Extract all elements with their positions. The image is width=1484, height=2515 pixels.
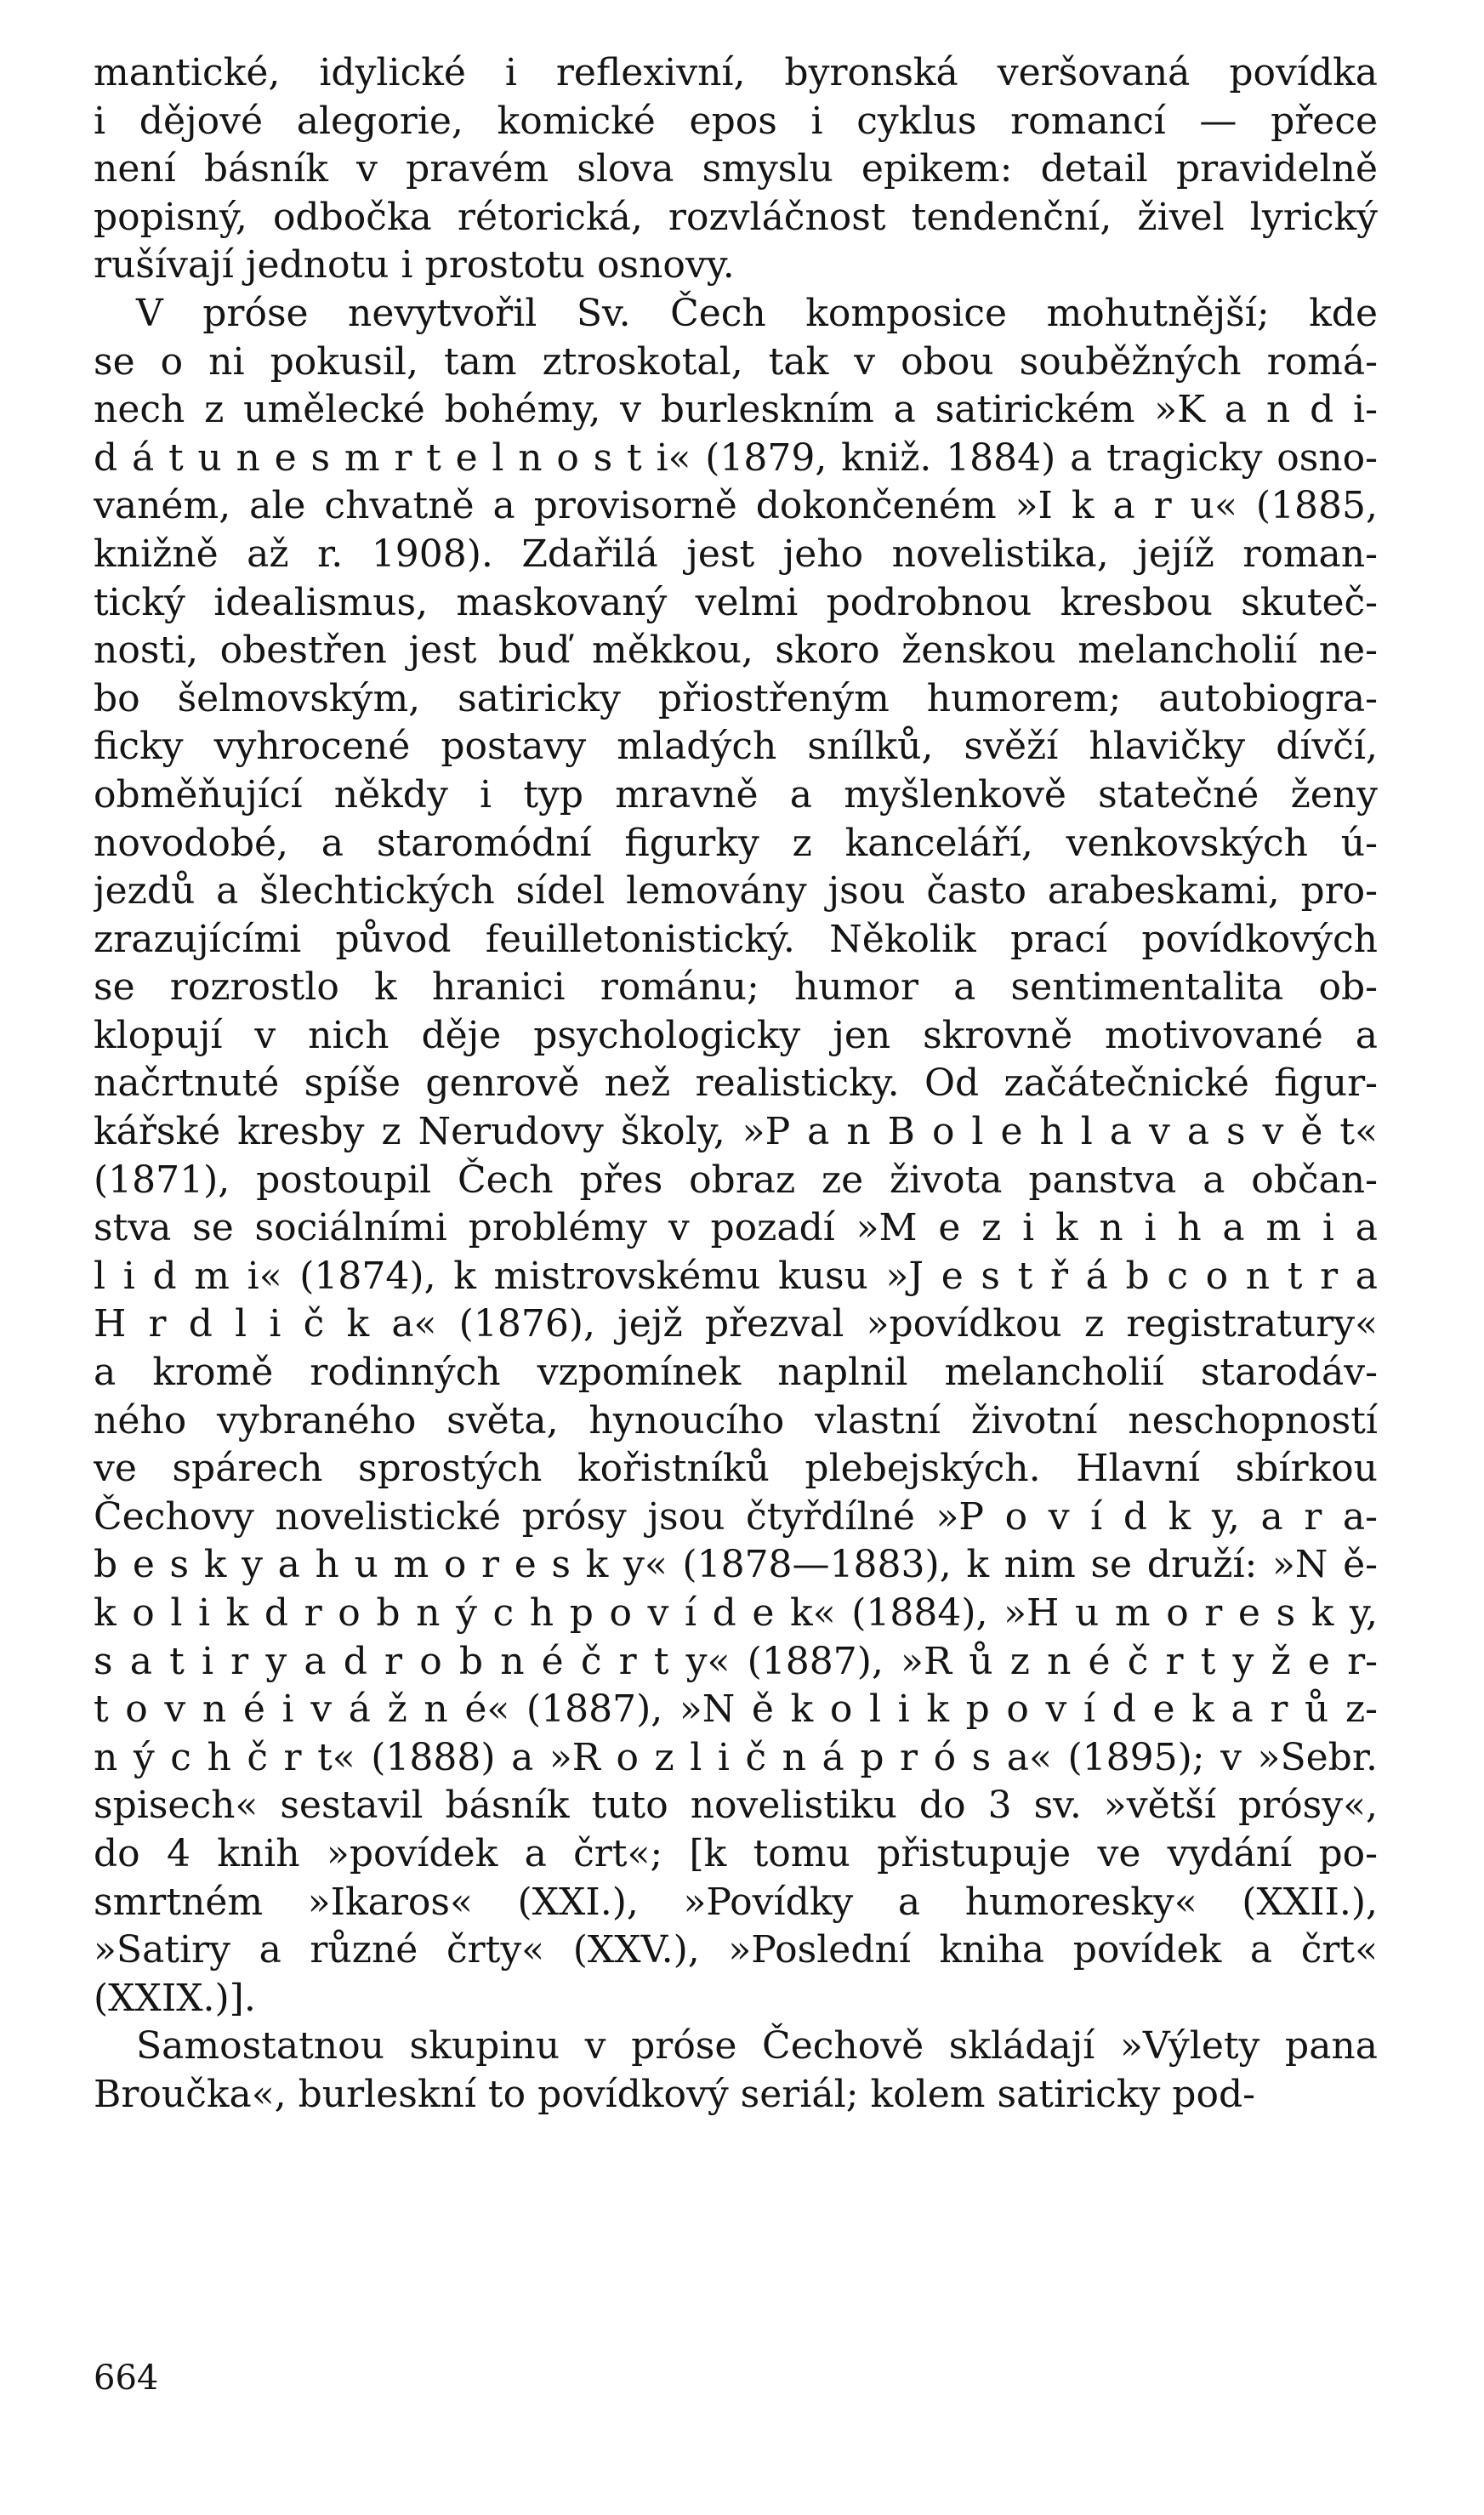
text-line: Samostatnou skupinu v próse Čechově skládají »Výlety pana: [136, 2024, 1378, 2068]
paragraph: [94, 49, 1378, 290]
text-line: knižně až r. 1908). Zdařilá jest jeho novelistika, jejíž roman-: [94, 532, 1378, 576]
text-line: k o l i k d r o b n ý c h p o v í d e k« (1884), »H u m o r e s k y,: [94, 1591, 1378, 1635]
text-line: b e s k y a h u m o r e s k y« (1878—1883), k nim se druží: »N ě-: [94, 1543, 1378, 1587]
text-line: nech z umělecké bohémy, v burleskním a satirickém »K a n d i-: [94, 388, 1378, 432]
text-line: zrazujícími původ feuilletonistický. Několik prací povídkových: [94, 917, 1378, 961]
text-line: spisech« sestavil básník tuto novelistiku do 3 sv. »větší prósy«,: [94, 1784, 1378, 1828]
text-line: a kromě rodinných vzpomínek naplnil melancholií starodáv-: [94, 1351, 1378, 1395]
text-line: klopují v nich děje psychologicky jen skrovně motivované a: [94, 1013, 1378, 1057]
text-line: obměňující někdy i typ mravně a myšlenkově statečné ženy: [94, 772, 1378, 817]
text-line: »Satiry a různé črty« (XXV.), »Poslední kniha povídek a črt«: [94, 1928, 1378, 1972]
text-line: H r d l i č k a« (1876), jejž přezval »povídkou z registratury«: [94, 1302, 1378, 1346]
text-line: V próse nevytvořil Sv. Čech komposice mohutnější; kde: [136, 291, 1378, 335]
text-line: tický idealismus, maskovaný velmi podrobnou kresbou skuteč-: [94, 580, 1378, 624]
text-line: mantické, idylické i reflexivní, byronská veršovaná povídka: [94, 51, 1378, 94]
text-line: bo šelmovským, satiricky přiostřeným humorem; autobiogra-: [94, 676, 1378, 720]
text-line: n ý c h č r t« (1888) a »R o z l i č n á p r ó s a« (1895); v »Sebr.: [94, 1735, 1378, 1779]
text-line: (XXIX.)].: [94, 1976, 256, 2020]
text-line: není básník v pravém slova smyslu epikem: detail pravidelně: [94, 147, 1378, 191]
paragraph: [94, 290, 1378, 2023]
text-line: načrtnuté spíše genrově než realisticky. Od začátečnické figur-: [94, 1061, 1378, 1106]
text-line: d á t u n e s m r t e l n o s t i« (1879, kniž. 1884) a tragicky osno-: [94, 435, 1378, 480]
text-line: se rozrostlo k hranici románu; humor a sentimentalita ob-: [94, 965, 1378, 1010]
text-line: t o v n é i v á ž n é« (1887), »N ě k o l i k p o v í d e k a r ů z-: [94, 1687, 1378, 1732]
text-line: novodobé, a staromódní figurky z kanceláří, venkovských ú-: [94, 821, 1378, 865]
text-line: jezdů a šlechtických sídel lemovány jsou často arabeskami, pro-: [94, 869, 1378, 913]
page-number: 664: [94, 2359, 159, 2398]
text-line: do 4 knih »povídek a črt«; [k tomu přistupuje ve vydání po-: [94, 1831, 1378, 1875]
paragraph: [94, 2023, 1378, 2119]
text-line: popisný, odbočka rétorická, rozvláčnost tendenční, živel lyrický: [94, 195, 1378, 239]
text-line: ného vybraného světa, hynoucího vlastní životní neschopností: [94, 1398, 1378, 1442]
text-line: (1871), postoupil Čech přes obraz ze života panstva a občan-: [94, 1158, 1378, 1202]
text-line: stva se sociálními problémy v pozadí »M e z i k n i h a m i a: [94, 1206, 1378, 1250]
text-line: l i d m i« (1874), k mistrovskému kusu »J e s t ř á b c o n t r a: [94, 1254, 1378, 1298]
text-line: vaném, ale chvatně a provisorně dokončeném »I k a r u« (1885,: [94, 484, 1378, 528]
text-line: i dějové alegorie, komické epos i cyklus romancí — přece: [94, 99, 1378, 143]
text-line: rušívají jednotu i prostotu osnovy.: [94, 243, 735, 287]
body-text: [94, 49, 1378, 2120]
text-line: Broučka«, burleskní to povídkový seriál; kolem satiricky pod-: [94, 2072, 1255, 2116]
text-line: nosti, obestřen jest buď měkkou, skoro ženskou melancholií ne-: [94, 629, 1378, 673]
text-line: se o ni pokusil, tam ztroskotal, tak v obou souběžných romá-: [94, 339, 1378, 384]
text-line: ficky vyhrocené postavy mladých snílků, svěží hlavičky dívčí,: [94, 725, 1378, 769]
text-line: kářské kresby z Nerudovy školy, »P a n B o l e h l a v a s v ě t«: [94, 1110, 1378, 1154]
text-line: s a t i r y a d r o b n é č r t y« (1887), »R ů z n é č r t y ž e r-: [94, 1639, 1378, 1683]
text-line: ve spárech sprostých kořistníků plebejských. Hlavní sbírkou: [94, 1447, 1378, 1491]
text-line: Čechovy novelistické prósy jsou čtyřdílné »P o v í d k y, a r a-: [94, 1494, 1378, 1539]
text-line: smrtném »Ikaros« (XXI.), »Povídky a humoresky« (XXII.),: [94, 1880, 1378, 1924]
